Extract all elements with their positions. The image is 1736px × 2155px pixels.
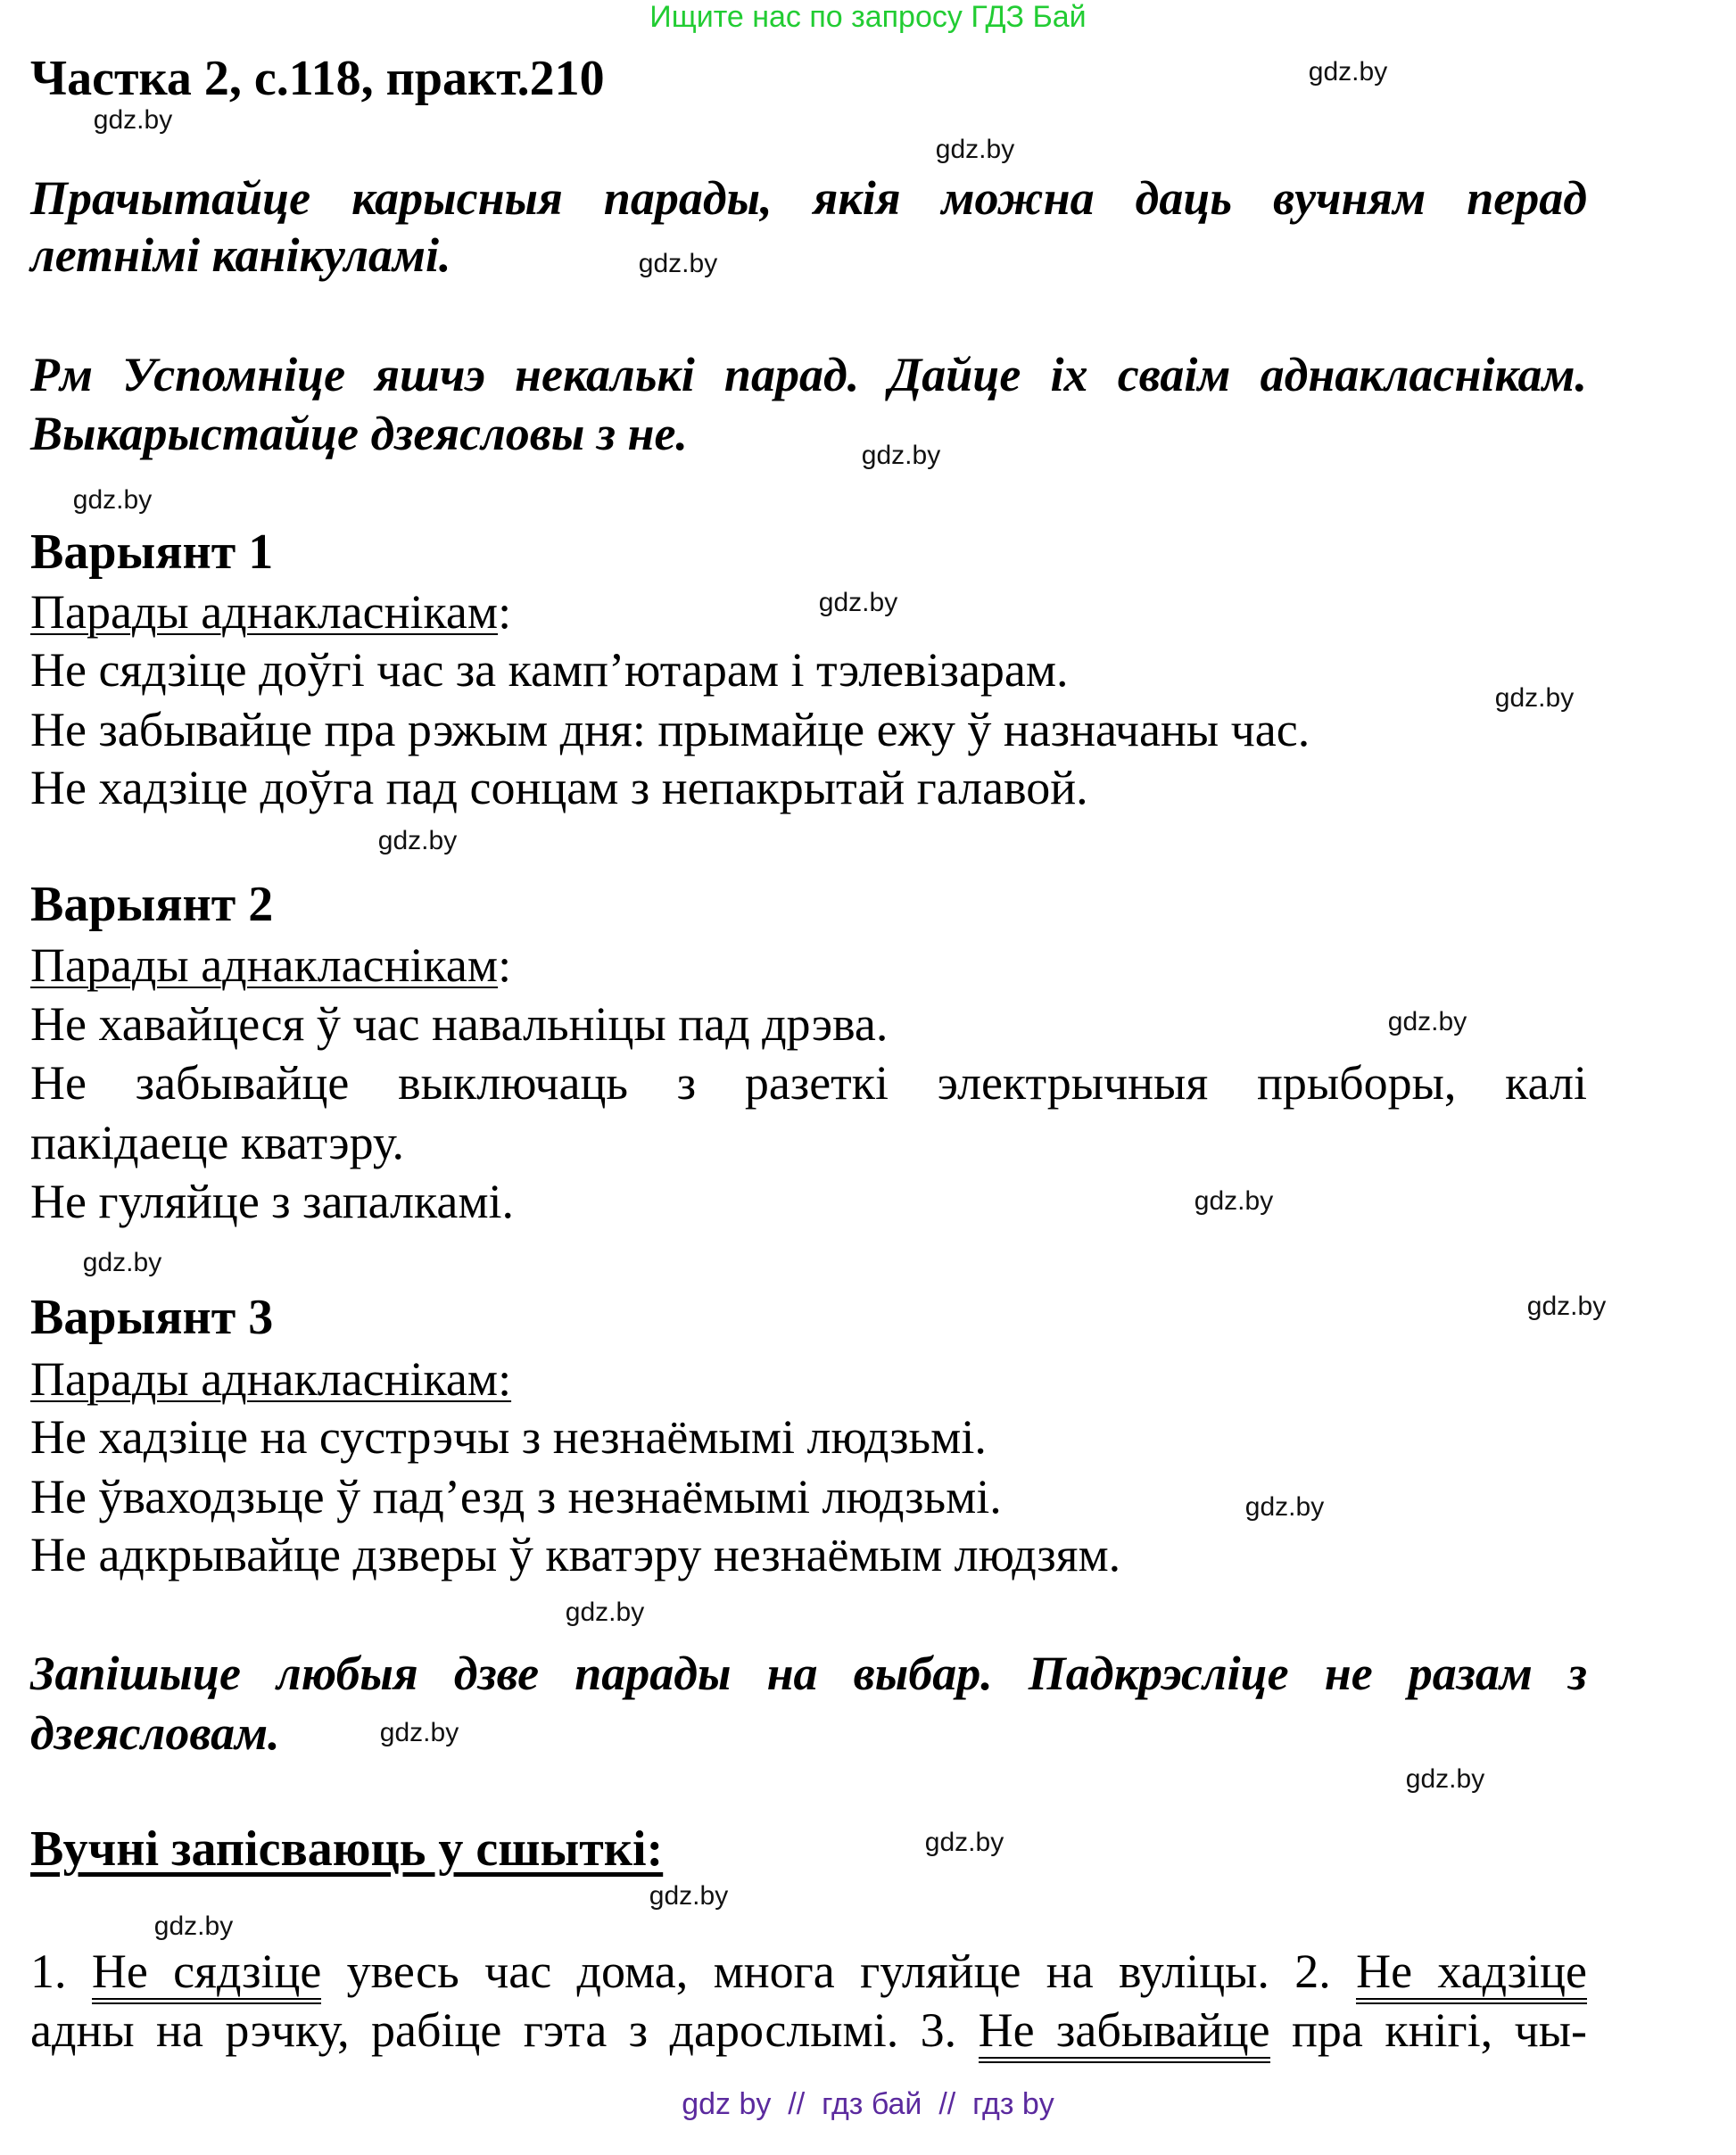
advice-label-text: Парады аднакласнікам: bbox=[30, 1352, 512, 1406]
variant-title: Варыянт 2 bbox=[30, 877, 274, 932]
underlined-verb: Не хадзіце bbox=[1356, 1944, 1587, 2004]
task-instruction: Запішыце любыя дзве парады на выбар. Падкрэсліце не разам з bbox=[30, 1647, 1587, 1700]
task-instruction: дзеясловам. bbox=[30, 1706, 280, 1760]
watermark: gdz.by bbox=[924, 1828, 1004, 1857]
page-title: Частка 2, с.118, практ.210 bbox=[30, 51, 605, 106]
advice-line: Не хадзіце доўга пад сонцам з непакрытай галавой. bbox=[30, 761, 1088, 814]
watermark: gdz.by bbox=[638, 249, 718, 278]
watermark: gdz.by bbox=[93, 105, 173, 135]
watermark: gdz.by bbox=[1387, 1007, 1467, 1036]
advice-line: Не хавайцеся ў час навальніцы пад дрэва. bbox=[30, 997, 889, 1051]
underlined-verb: Не забывайце bbox=[979, 2003, 1270, 2063]
watermark: gdz.by bbox=[1308, 57, 1388, 87]
answer-line bbox=[30, 1944, 1587, 1998]
advice-label bbox=[30, 938, 511, 992]
watermark: gdz.by bbox=[1494, 683, 1575, 713]
watermark: gdz.by bbox=[818, 588, 898, 617]
watermark: gdz.by bbox=[649, 1881, 729, 1911]
answer-line bbox=[30, 2003, 1587, 2057]
watermark: gdz.by bbox=[82, 1248, 162, 1277]
task-instruction: летнімі канікуламі. bbox=[30, 228, 451, 282]
answer-text: увесь час дома, многа гуляйце на вуліцы. 2. bbox=[321, 1944, 1357, 1998]
task-instruction: Выкарыстайце дзеясловы з не. bbox=[30, 407, 688, 460]
watermark: gdz.by bbox=[1194, 1186, 1274, 1216]
advice-label-text: Парады аднакласнікам bbox=[30, 938, 499, 992]
advice-line: Не адкрывайце дзверы ў кватэру незнаёмым людзям. bbox=[30, 1528, 1121, 1581]
advice-line: Не забывайце выключаць з разеткі электрычныя прыборы, калі bbox=[30, 1056, 1587, 1110]
search-banner: Ищите нас по запросу ГДЗ Бай bbox=[649, 0, 1087, 34]
advice-line: Не гуляйце з запалкамі. bbox=[30, 1175, 515, 1228]
watermark: gdz.by bbox=[1405, 1764, 1485, 1794]
advice-label-text: Парады аднакласнікам bbox=[30, 585, 499, 639]
colon: : bbox=[498, 585, 512, 639]
notebook-heading bbox=[30, 1822, 663, 1876]
advice-label bbox=[30, 585, 511, 639]
footer-links[interactable]: gdz by // гдз бай // гдз by bbox=[682, 2087, 1054, 2121]
advice-line: Не хадзіце на сустрэчы з незнаёмымі людзьмі. bbox=[30, 1410, 987, 1464]
advice-line: Не ўваходзьце ў пад’езд з незнаёмымі людзьмі. bbox=[30, 1470, 1002, 1523]
watermark: gdz.by bbox=[377, 826, 458, 855]
watermark: gdz.by bbox=[72, 485, 153, 515]
advice-line: Не забывайце пра рэжым дня: прымайце ежу ў назначаны час. bbox=[30, 703, 1310, 756]
watermark: gdz.by bbox=[565, 1598, 645, 1627]
watermark: gdz.by bbox=[1526, 1292, 1607, 1321]
underlined-verb: Не сядзіце bbox=[92, 1944, 321, 2004]
answer-text: адны на рэчку, рабіце гэта з дарослымі. 3. bbox=[30, 2003, 979, 2057]
task-instruction: Рм Успомніце яшчэ некалькі парад. Дайце іх сваім аднакласнікам. bbox=[30, 348, 1587, 401]
advice-line: пакідаеце кватэру. bbox=[30, 1116, 404, 1169]
variant-title: Варыянт 1 bbox=[30, 524, 274, 580]
watermark: gdz.by bbox=[861, 441, 941, 470]
variant-title: Варыянт 3 bbox=[30, 1290, 274, 1345]
advice-label bbox=[30, 1352, 511, 1406]
advice-line: Не сядзіце доўгі час за камп’ютарам і тэлевізарам. bbox=[30, 643, 1069, 697]
answer-text: пра кнігі, чы- bbox=[1269, 2003, 1587, 2057]
colon: : bbox=[498, 938, 512, 992]
task-instruction: Прачытайце карысныя парады, якія можна даць вучням перад bbox=[30, 171, 1587, 225]
watermark: gdz.by bbox=[379, 1718, 459, 1747]
watermark: gdz.by bbox=[935, 135, 1015, 164]
answer-text: 1. bbox=[30, 1944, 92, 1998]
watermark: gdz.by bbox=[1244, 1492, 1325, 1522]
notebook-heading-text: Вучні запісваюць у сшыткі: bbox=[30, 1821, 664, 1877]
watermark: gdz.by bbox=[153, 1911, 234, 1941]
